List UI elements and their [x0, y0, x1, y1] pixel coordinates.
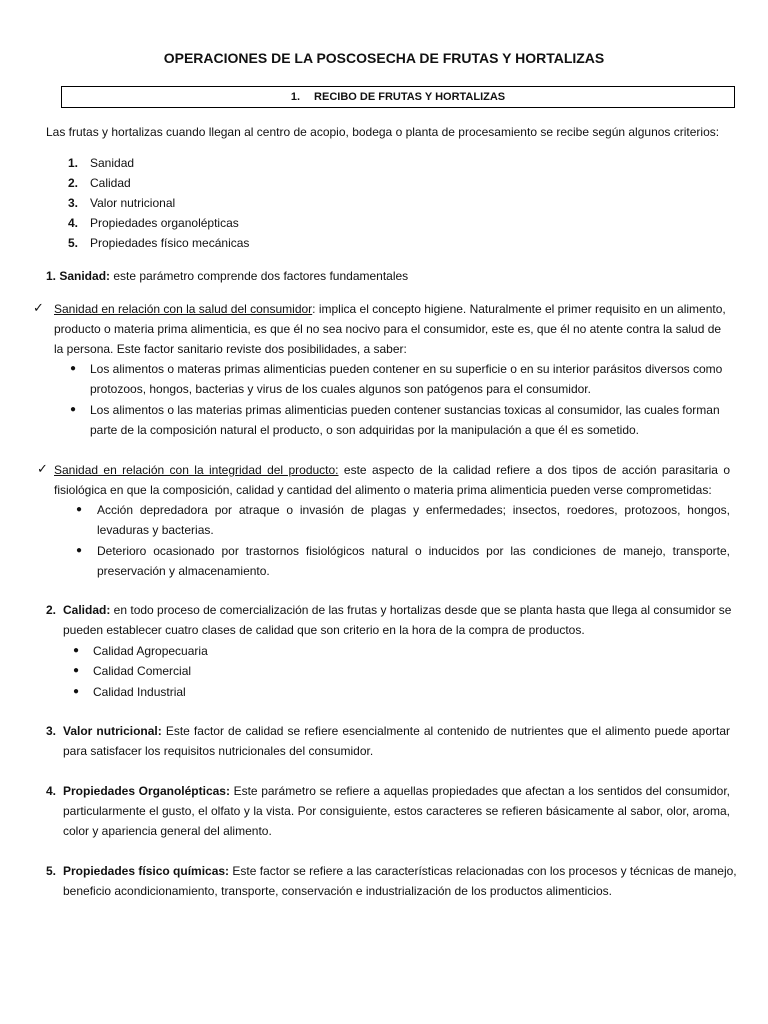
bullet-icon: ● [73, 645, 80, 656]
consumidor-bullet-1-line-2: protozoos, hongos, bacterias y virus de los cuales algunos son patógenos para el consumidor. [90, 382, 591, 396]
bullet-icon: ● [70, 363, 77, 374]
producto-text: este aspecto de la calidad refiere a dos tipos de acción parasitaria o [338, 463, 731, 477]
criteria-number: 1. [67, 156, 78, 170]
criteria-number: 5. [67, 236, 78, 250]
calidad-line-2: pueden establecer cuatro clases de calidad que son criterio en la hora de la compra de productos. [63, 623, 585, 637]
criteria-item: Valor nutricional [90, 196, 176, 210]
calidad-item: Calidad Comercial [93, 664, 192, 678]
producto-bullet-2-line-1: Deterioro ocasionado por trastornos fisiológicos natural o inducidos por las condiciones de manejo, transporte, [97, 544, 730, 558]
producto-bullet-1-line-1: Acción depredadora por atraque o invasión de plagas y enfermedades; insectos, roedores, protozoos, hongos, [97, 503, 730, 517]
organo-number: 4. [45, 784, 56, 798]
fisico-line-1 [63, 861, 737, 881]
criteria-number: 4. [67, 216, 78, 230]
valor-label: Valor nutricional: [63, 724, 162, 738]
valor-text: Este factor de calidad se refiere esencialmente al contenido de nutrientes que el alimento puede aportar [161, 724, 730, 738]
organo-text: Este parámetro se refiere a aquellas propiedades que afectan a los sentidos del consumidor, [229, 784, 730, 798]
criteria-item: Propiedades organolépticas [90, 216, 239, 230]
criteria-item: Propiedades físico mecánicas [90, 236, 250, 250]
producto-bullet-2-line-2: preservación y almacenamiento. [97, 564, 270, 578]
valor-line-1 [63, 721, 730, 741]
criteria-item: Calidad [90, 176, 131, 190]
producto-title: Sanidad en relación con la integridad del producto: [54, 463, 339, 477]
consumidor-line-1 [54, 299, 726, 319]
organo-line-3: color y apariencia general del alimento. [63, 824, 272, 838]
valor-number: 3. [45, 724, 56, 738]
consumidor-bullet-2-line-1: Los alimentos o las materias primas alimenticias pueden contener sustancias toxicas al consumidor, las cuales forman [90, 403, 720, 417]
calidad-label: Calidad: [63, 603, 111, 617]
section-heading-text: RECIBO DE FRUTAS Y HORTALIZAS [314, 91, 506, 103]
checkmark-icon: ✓ [33, 300, 44, 315]
intro-paragraph: Las frutas y hortalizas cuando llegan al centro de acopio, bodega o planta de procesamiento se recibe según algunos criterios: [46, 125, 720, 139]
calidad-number: 2. [45, 603, 56, 617]
bullet-icon: ● [73, 665, 80, 676]
checkmark-icon: ✓ [37, 461, 48, 476]
consumidor-line-2: producto o materia prima alimenticia, es que él no sea nocivo para el consumidor, este es, que él no atente contra la salud de [54, 322, 722, 336]
fisico-text: Este factor se refiere a las características relacionadas con los procesos y técnicas de manejo, [229, 864, 737, 878]
calidad-text: en todo proceso de comercialización de las frutas y hortalizas desde que se planta hasta que llega al consumidor se [110, 603, 732, 617]
organo-label: Propiedades Organolépticas: [63, 784, 230, 798]
criteria-item: Sanidad [90, 156, 135, 170]
criteria-number: 2. [67, 176, 78, 190]
consumidor-bullet-2-line-2: parte de la composición natural el producto, o son adquiridas por la manipulación a que él es sometido. [90, 423, 639, 437]
section-heading-box [61, 86, 735, 108]
bullet-icon: ● [73, 686, 80, 697]
bullet-icon: ● [76, 545, 83, 556]
valor-line-2: para satisfacer los requisitos nutricionales del consumidor. [63, 744, 374, 758]
consumidor-title: Sanidad en relación con la salud del consumidor [54, 302, 313, 316]
calidad-item: Calidad Agropecuaria [93, 644, 208, 658]
sanidad-intro [46, 266, 408, 286]
consumidor-bullet-1-line-1: Los alimentos o materas primas alimenticias pueden contener en su superficie o en su interior parásitos diversos como [90, 362, 723, 376]
bullet-icon: ● [70, 404, 77, 415]
calidad-line-1 [63, 600, 731, 620]
bullet-icon: ● [76, 504, 83, 515]
consumidor-text: : implica el concepto higiene. Naturalmente el primer requisito en un alimento, [312, 302, 726, 316]
producto-bullet-1-line-2: levaduras y bacterias. [97, 523, 214, 537]
fisico-label: Propiedades físico químicas: [63, 864, 230, 878]
fisico-number: 5. [45, 864, 56, 878]
document-title: OPERACIONES DE LA POSCOSECHA DE FRUTAS Y HORTALIZAS [163, 50, 605, 66]
sanidad-text: este parámetro comprende dos factores fundamentales [110, 269, 409, 283]
section-heading-number: 1. [290, 91, 301, 103]
producto-line-1 [54, 460, 730, 480]
sanidad-label: 1. Sanidad: [46, 269, 111, 283]
organo-line-1 [63, 781, 730, 801]
calidad-item: Calidad Industrial [93, 685, 186, 699]
organo-line-2: particularmente el gusto, el olfato y la vista. Por consiguiente, estos caracteres se refieren básicamente al sabor, olor, aroma, [63, 804, 730, 818]
fisico-line-2: beneficio acondicionamiento, transporte, conservación e industrialización de los productos alimenticios. [63, 884, 612, 898]
consumidor-line-3: la persona. Este factor sanitario reviste dos posibilidades, a saber: [54, 342, 407, 356]
producto-line-2: fisiológica en que la composición, calidad y cantidad del alimento o materia prima alimenticia pueden verse comprometidas: [54, 483, 712, 497]
criteria-number: 3. [67, 196, 78, 210]
